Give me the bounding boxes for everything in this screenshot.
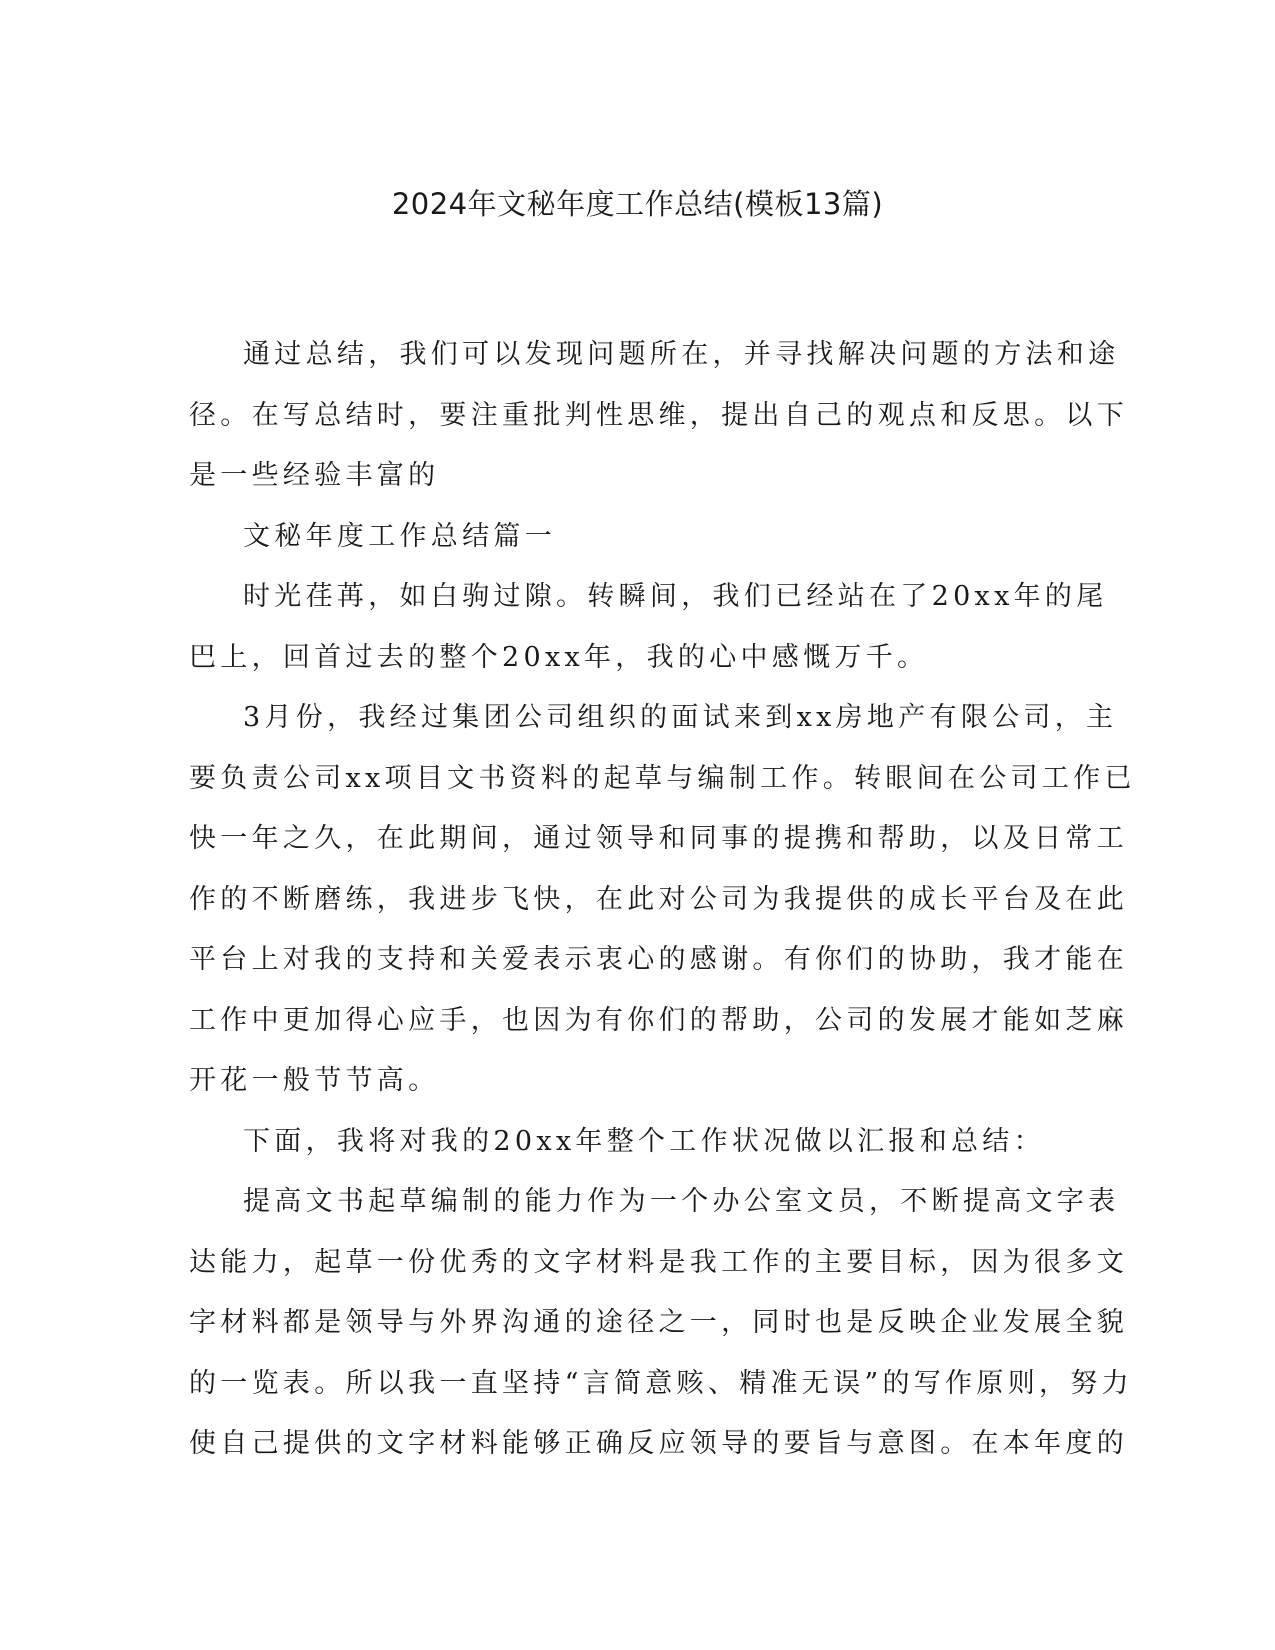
text-line: 开花一般节节高。 [189, 1065, 440, 1096]
text-line: 提高文书起草编制的能力作为一个办公室文员，不断提高文字表 [243, 1186, 1120, 1217]
text-line: 作的不断磨练，我进步飞快，在此对公司为我提供的成长平台及在此 [189, 883, 1128, 915]
text-line: 字材料都是领导与外界沟通的途径之一，同时也是反映企业发展全貌 [189, 1307, 1128, 1338]
text-line: 巴上，回首过去的整个20xx年，我的心中感慨万千。 [189, 641, 929, 673]
text-line: 要负责公司xx项目文书资料的起草与编制工作。转眼间在公司工作已 [189, 762, 1136, 794]
text-line: 3月份，我经过集团公司组织的面试来到xx房地产有限公司，主 [243, 702, 1118, 733]
document-body [189, 325, 1136, 1475]
text-line: 时光荏苒，如白驹过隙。转瞬间，我们已经站在了20xx年的尾 [243, 581, 1108, 612]
text-line: 平台上对我的支持和关爱表示衷心的感谢。有你们的协助，我才能在 [189, 944, 1128, 975]
text-line: 文秘年度工作总结篇一 [243, 520, 556, 552]
text-line: 下面，我将对我的20xx年整个工作状况做以汇报和总结： [243, 1125, 1045, 1157]
text-line: 径。在写总结时，要注重批判性思维，提出自己的观点和反思。以下 [189, 399, 1128, 431]
document-title: 2024年文秘年度工作总结(模板13篇) [391, 187, 884, 221]
text-line: 使自己提供的文字材料能够正确反应领导的要旨与意图。在本年度的 [189, 1428, 1128, 1459]
text-line: 的一览表。所以我一直坚持“言简意赅、精准无误”的写作原则，努力 [189, 1367, 1133, 1399]
text-line: 是一些经验丰富的 [189, 460, 440, 491]
text-line: 达能力，起草一份优秀的文字材料是我工作的主要目标，因为很多文 [189, 1246, 1128, 1278]
text-line: 工作中更加得心应手，也因为有你们的帮助，公司的发展才能如芝麻 [189, 1004, 1128, 1036]
text-line: 快一年之久，在此期间，通过领导和同事的提携和帮助，以及日常工 [189, 823, 1128, 854]
text-line: 通过总结，我们可以发现问题所在，并寻找解决问题的方法和途 [243, 339, 1120, 370]
